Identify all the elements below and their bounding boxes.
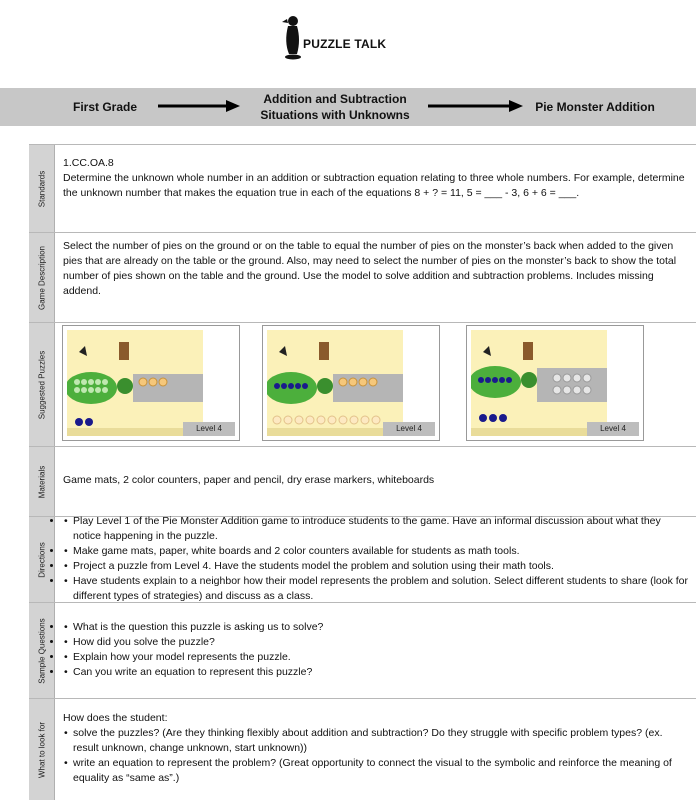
- puzzle-screenshot: [262, 325, 440, 441]
- back-pies: [478, 377, 512, 383]
- grade-label: First Grade: [72, 100, 138, 114]
- list-item: • • How did you solve the puzzle?: [63, 635, 690, 650]
- monster-head: [521, 372, 537, 388]
- materials-section: [29, 447, 696, 517]
- chair-icon: [319, 342, 329, 360]
- side-label: Game Description: [29, 233, 55, 322]
- side-label: Standards: [29, 145, 55, 232]
- back-pies: [274, 383, 308, 389]
- list-item: • • Play Level 1 of the Pie Monster Addition game to introduce students to the game. Have an informal discussion about what they notice happening in the puzzle.: [63, 514, 690, 544]
- list-item: • • Make game mats, paper, white boards and 2 color counters available for students as math tools.: [63, 544, 690, 559]
- arrow-right-icon: [428, 98, 523, 114]
- arrow-right-icon: [158, 98, 240, 114]
- progression-banner: [0, 88, 696, 126]
- table-pies: [139, 378, 167, 386]
- bird-icon: [483, 346, 491, 356]
- questions-list: [63, 620, 690, 680]
- topic-line-2: Situations with Unknowns: [260, 108, 410, 122]
- monster-head: [317, 378, 333, 394]
- ground-pies: [273, 416, 380, 424]
- level-badge: Level 4: [183, 422, 235, 436]
- list-item: • • What is the question this puzzle is asking us to solve?: [63, 620, 690, 635]
- puzzle-talk-logo: [282, 14, 402, 64]
- game-scene: [267, 330, 403, 436]
- penguin-silhouette-icon: [282, 14, 302, 60]
- list-item: • • Explain how your model represents the puzzle.: [63, 650, 690, 665]
- look-for-intro: How does the student:: [63, 712, 168, 724]
- ground-pies: [75, 418, 93, 426]
- lesson-table: [29, 144, 696, 799]
- side-label: Directions: [29, 517, 55, 602]
- look-for-list: [63, 726, 690, 786]
- list-item: • write an equation to represent the problem? (Great opportunity to connect the visual to the symbolic and reinforce the meaning of equality as “same as”.): [63, 756, 690, 786]
- game-description-section: [29, 233, 696, 323]
- logo-text: PUZZLE TALK: [303, 37, 387, 51]
- topic-line-1: Addition and Subtraction: [263, 92, 407, 106]
- look-for-section: [29, 699, 696, 800]
- list-item: • • Can you write an equation to represent this puzzle?: [63, 665, 690, 680]
- chair-icon: [523, 342, 533, 360]
- materials-text: Game mats, 2 color counters, paper and pencil, dry erase markers, whiteboards: [63, 474, 435, 486]
- puzzle-screenshot: [62, 325, 240, 441]
- table: [537, 368, 607, 402]
- bird-icon: [279, 346, 287, 356]
- standards-section: [29, 145, 696, 233]
- directions-section: [29, 517, 696, 603]
- game-scene: [67, 330, 203, 436]
- list-item: • • Have students explain to a neighbor how their model represents the problem and solution. Select different students to share (look for different types of strategies) and discuss as a class.: [63, 574, 690, 604]
- chair-icon: [119, 342, 129, 360]
- suggested-puzzles-section: [29, 323, 696, 447]
- standard-text: Determine the unknown whole number in an addition or subtraction equation relating to three whole numbers. For example, determine the unknown number that makes the equation true in each of the equations 8 + ? = 11, 5 = ___ - 3, 6 + 6 = ___.: [63, 172, 685, 199]
- puzzle-screenshot: [466, 325, 644, 441]
- monster-head: [117, 378, 133, 394]
- game-scene: [471, 330, 607, 436]
- side-label: What to look for: [29, 699, 55, 800]
- directions-list: [63, 514, 690, 604]
- bird-icon: [79, 346, 87, 356]
- level-badge: Level 4: [383, 422, 435, 436]
- topic-label: [250, 91, 420, 123]
- level-badge: Level 4: [587, 422, 639, 436]
- sample-questions-section: [29, 603, 696, 699]
- standard-code: 1.CC.OA.8: [63, 157, 114, 169]
- list-item: • • Project a puzzle from Level 4. Have the students model the problem and solution using their math tools.: [63, 559, 690, 574]
- list-item: • solve the puzzles? (Are they thinking flexibly about addition and subtraction? Do they struggle with specific problem types? (ex. result unknown, change unknown, start unknown)): [63, 726, 690, 756]
- side-label: Suggested Puzzles: [29, 323, 55, 446]
- game-description-text: Select the number of pies on the ground or on the table to equal the number of pies on the monster’s back when added to the given pies that are already on the table or the ground. Also, may need to select the number of pies on the monster’s back to show the total number of pies shown on the table and the ground. Use the model to solve addition and subtraction problems. Includes missing addend.: [63, 240, 677, 297]
- ground-pies: [479, 414, 507, 422]
- game-label: Pie Monster Addition: [535, 100, 655, 114]
- side-label: Sample Questions: [29, 603, 55, 698]
- side-label: Materials: [29, 447, 55, 516]
